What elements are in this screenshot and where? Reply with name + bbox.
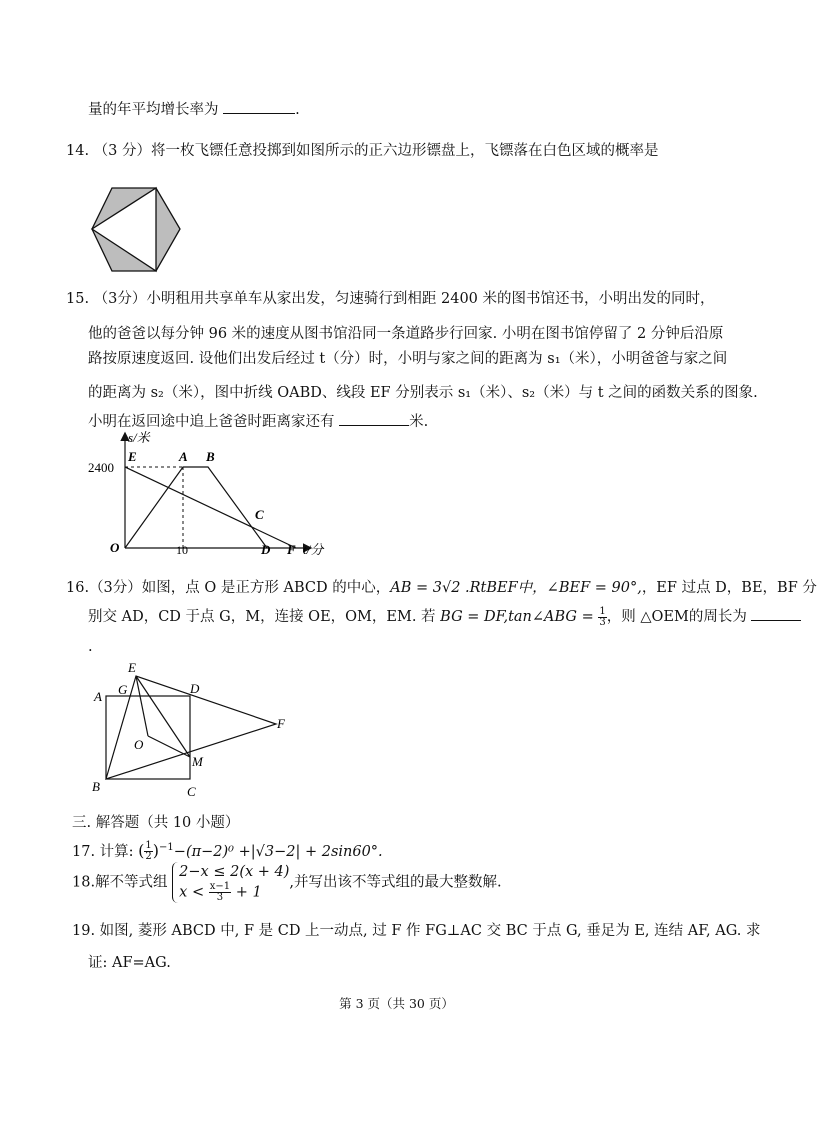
question-16-line-3: . <box>88 639 93 655</box>
inequality-1: 2−x ≤ 2(x + 4) <box>179 864 290 880</box>
q17-number: 17. <box>72 843 96 860</box>
label-F: F <box>277 716 285 731</box>
q17-frac-num: 1 <box>145 840 152 852</box>
top-line-end: . <box>295 102 300 118</box>
q16-text-2b: ，则 △OEM的周长为 <box>606 609 747 625</box>
q17-expression: −(π−2)⁰ +|√3−2| + 2sin60°. <box>173 843 383 860</box>
q16-text-2a: 别交 AD，CD 于点 G，M，连接 OE，OM，EM. 若 <box>88 609 436 625</box>
q18-frac-den: 3 <box>216 892 224 903</box>
answer-blank <box>751 606 801 621</box>
label-G: G <box>118 682 128 697</box>
question-16-line-2 <box>88 606 801 628</box>
answer-blank <box>223 99 295 114</box>
q18-prefix: 解不等式组 <box>95 874 168 891</box>
distance-time-graph <box>82 428 342 562</box>
y-tick-label: 2400 <box>88 460 114 475</box>
point-A-label: A <box>179 449 188 464</box>
question-15-line-2: 他的爸爸以每分钟 96 米的速度从图书馆沿同一条道路步行回家. 小明在图书馆停留了 2 分钟后沿原 <box>88 326 724 342</box>
top-line <box>88 99 300 120</box>
x-tick-label: 10 <box>176 543 188 557</box>
label-A: A <box>94 689 102 704</box>
point-O-label: O <box>110 540 120 555</box>
point-C-label: C <box>255 507 264 522</box>
q18-frac-num: x−1 <box>209 881 231 892</box>
q16-number: 16. <box>66 580 90 596</box>
q18-fraction <box>209 882 231 903</box>
point-D-label: D <box>261 542 271 557</box>
page-footer: 第 3 页（共 30 页） <box>339 996 454 1011</box>
answer-blank <box>339 411 409 426</box>
q16-fraction <box>598 607 606 628</box>
inequality-2-lhs: x < <box>179 884 205 901</box>
q17-fraction <box>144 841 152 862</box>
q15-tail: 米. <box>409 414 429 430</box>
square-triangle-figure <box>86 656 296 802</box>
question-19-line-2: 证: AF=AG. <box>88 955 171 971</box>
point-B-label: B <box>206 449 215 464</box>
question-18 <box>72 862 502 903</box>
point-E-label: E <box>128 449 137 464</box>
s1-polyline <box>125 467 267 548</box>
question-16-line-1 <box>66 578 817 598</box>
q15-text-1: （3分）小明租用共享单车从家出发，匀速骑行到相距 2400 米的图书馆还书，小明出发的同时， <box>93 291 715 307</box>
label-O: O <box>134 737 144 752</box>
question-15-line-3: 路按原速度返回. 设他们出发后经过 t（分）时，小明与家之间的距离为 s₁（米），小明爸爸与家之间 <box>88 351 728 367</box>
q19-number: 19. <box>72 923 96 939</box>
question-14 <box>66 141 659 161</box>
inequality-2-rhs: + 1 <box>235 884 262 901</box>
question-15-line-1 <box>66 289 715 309</box>
label-E: E <box>128 660 136 675</box>
top-line-text: 量的年平均增长率为 <box>88 102 219 118</box>
q16-text-1b: ，EF 过点 D，BE，BF 分 <box>641 580 817 596</box>
q18-suffix: ,并写出该不等式组的最大整数解. <box>289 874 502 891</box>
q18-number: 18. <box>72 874 96 891</box>
q16-math-2: BG = DF,tan∠ABG = <box>440 609 594 625</box>
q14-text: （3 分）将一枚飞镖任意投掷到如图所示的正六边形镖盘上，飞镖落在白色区域的概率是 <box>93 143 659 159</box>
q16-math-1: AB = 3√2 .RtBEF中，∠BEF = 90°, <box>390 580 642 596</box>
q16-frac-num: 1 <box>599 605 606 617</box>
q17-exponent: −1 <box>159 842 174 853</box>
q16-text-1a: （3分）如图，点 O 是正方形 ABCD 的中心， <box>89 580 391 596</box>
q14-number: 14. <box>66 143 90 159</box>
q15-number: 15. <box>66 291 90 307</box>
q17-prefix: 计算: <box>99 843 134 860</box>
y-axis-label: s/米 <box>128 430 150 445</box>
question-19-line-1 <box>72 921 761 941</box>
point-F-label: F <box>287 542 296 557</box>
q19-text-1: 如图, 菱形 ABCD 中, F 是 CD 上一动点, 过 F 作 FG⊥AC 交 BC 于点 G, 垂足为 E, 连结 AF, AG. 求 <box>99 923 761 939</box>
label-B: B <box>92 779 100 794</box>
s2-segment <box>125 467 296 548</box>
inequality-2 <box>179 882 289 903</box>
hexagon-dartboard-figure <box>88 184 188 276</box>
question-15-line-4: 的距离为 s₂（米），图中折线 OABD、线段 EF 分别表示 s₁（米）、s₂（米）与 t 之间的函数关系的图象. <box>88 385 758 401</box>
q15-text-5: 小明在返回途中追上爸爸时距离家还有 <box>88 414 335 430</box>
x-axis-label: t/分 <box>303 542 324 557</box>
section-heading: 三. 解答题（共 10 小题） <box>72 815 240 831</box>
label-M: M <box>192 754 203 769</box>
label-D: D <box>190 681 200 696</box>
inequality-system <box>172 862 289 903</box>
question-17: 17. 计算: ( $\frac{1}{2}$ )$^{-1}$−(π−2)⁰ +|√3−2| + 2sin60°. <box>72 840 383 863</box>
label-C: C <box>187 784 196 799</box>
q16-frac-den: 3 <box>599 616 606 628</box>
q17-frac-den: 2 <box>145 851 152 863</box>
